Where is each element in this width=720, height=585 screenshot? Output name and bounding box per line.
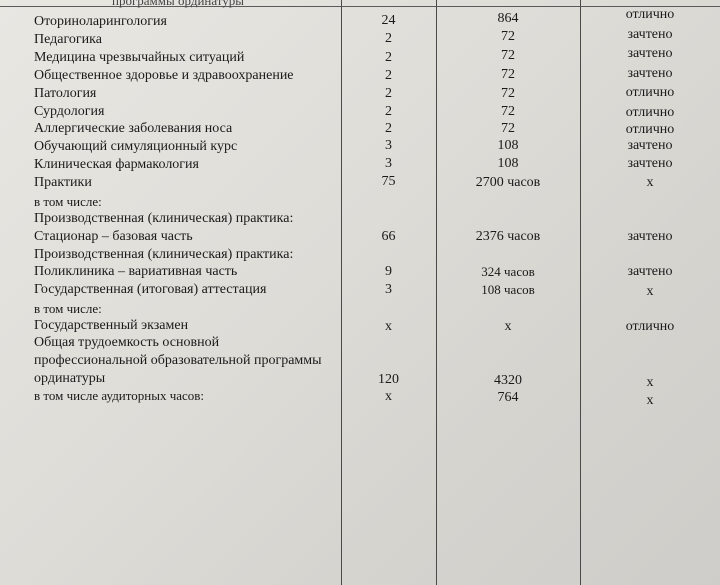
grade-cell: отлично bbox=[625, 7, 675, 22]
hours-cell: х bbox=[504, 319, 512, 334]
subject-name: Общественное здоровье и здравоохранение bbox=[34, 68, 294, 83]
grade-cell: х bbox=[646, 284, 654, 299]
table-row bbox=[0, 86, 720, 104]
subject-name: в том числе: bbox=[34, 301, 102, 316]
subject-name: Обучающий симуляционный курс bbox=[34, 139, 238, 154]
grade-cell: отлично bbox=[625, 105, 675, 120]
hours-cell: 72 bbox=[501, 48, 515, 63]
hours-cell: 764 bbox=[497, 390, 519, 405]
subject-name: Стационар – базовая часть bbox=[34, 229, 193, 244]
credits-cell: х bbox=[385, 389, 392, 404]
hours-cell: 864 bbox=[497, 11, 519, 26]
table-row bbox=[0, 282, 720, 300]
table-row bbox=[0, 211, 720, 229]
subject-name: в том числе: bbox=[34, 194, 102, 209]
credits-cell: 2 bbox=[385, 68, 392, 83]
credits-cell: х bbox=[385, 319, 392, 334]
subject-name: Производственная (клиническая) практика: bbox=[34, 211, 294, 226]
credits-cell: 9 bbox=[385, 264, 392, 279]
grade-cell: х bbox=[646, 375, 654, 390]
table-row bbox=[0, 194, 720, 212]
subject-name: Медицина чрезвычайных ситуаций bbox=[34, 50, 245, 65]
subject-name: Общая трудоемкость основной bbox=[34, 335, 220, 350]
credits-cell: 2 bbox=[385, 86, 392, 101]
table-row bbox=[0, 229, 720, 247]
hours-cell: 108 часов bbox=[481, 282, 535, 297]
subject-name: Поликлиника – вариативная часть bbox=[34, 264, 238, 279]
table-row bbox=[0, 175, 720, 193]
credits-cell: 2 bbox=[385, 50, 392, 65]
table-row bbox=[0, 157, 720, 175]
table-row bbox=[0, 264, 720, 282]
subject-name: Государственная (итоговая) аттестация bbox=[34, 282, 267, 297]
hours-cell: 2700 часов bbox=[475, 175, 541, 190]
credits-cell: 66 bbox=[381, 229, 396, 244]
hours-cell: 72 bbox=[501, 67, 515, 82]
header-fragment: программы ординатуры bbox=[112, 0, 245, 8]
grade-cell: х bbox=[646, 175, 654, 190]
grade-cell: отлично bbox=[625, 319, 675, 334]
grade-cell: зачтено bbox=[627, 229, 673, 244]
hours-cell: 72 bbox=[501, 29, 515, 44]
hours-cell: 108 bbox=[497, 138, 519, 153]
grade-cell: зачтено bbox=[627, 27, 673, 42]
table-row bbox=[0, 104, 720, 122]
table-row bbox=[0, 301, 720, 319]
credits-cell: 2 bbox=[385, 31, 392, 46]
subject-name: Сурдология bbox=[34, 104, 105, 119]
subject-name: Аллергические заболевания носа bbox=[34, 121, 233, 136]
grade-cell: х bbox=[646, 393, 654, 408]
subject-name: Государственный экзамен bbox=[34, 318, 189, 333]
grade-cell: отлично bbox=[625, 85, 675, 100]
grade-cell: зачтено bbox=[627, 156, 673, 171]
credits-cell: 120 bbox=[378, 372, 399, 387]
grade-cell: зачтено bbox=[627, 264, 673, 279]
credits-cell: 24 bbox=[381, 13, 396, 28]
grade-cell: зачтено bbox=[627, 46, 673, 61]
subject-name: ординатуры bbox=[34, 371, 106, 386]
hours-cell: 4320 bbox=[494, 373, 522, 388]
credits-cell: 3 bbox=[385, 156, 392, 171]
table-row bbox=[0, 68, 720, 86]
table-row bbox=[0, 353, 720, 371]
hours-cell: 2376 часов bbox=[475, 229, 541, 244]
credits-cell: 2 bbox=[385, 121, 392, 136]
subject-name: Клиническая фармакология bbox=[34, 157, 199, 172]
subject-name: Оториноларингология bbox=[34, 14, 167, 29]
credits-cell: 3 bbox=[385, 138, 392, 153]
table-row bbox=[0, 388, 720, 406]
hours-cell: 324 часов bbox=[481, 264, 535, 279]
subject-name: Педагогика bbox=[34, 32, 102, 47]
table-row bbox=[0, 371, 720, 389]
hours-cell: 72 bbox=[501, 104, 515, 119]
table-row bbox=[0, 247, 720, 265]
credits-cell: 2 bbox=[385, 104, 392, 119]
hours-cell: 72 bbox=[501, 121, 515, 136]
table-row bbox=[0, 121, 720, 139]
credits-cell: 75 bbox=[381, 174, 396, 189]
subject-name: профессиональной образовательной программы bbox=[34, 353, 322, 368]
subject-name: Патология bbox=[34, 86, 97, 101]
grade-cell: зачтено bbox=[627, 138, 673, 153]
credits-cell: 3 bbox=[385, 282, 392, 297]
subject-name: в том числе аудиторных часов: bbox=[34, 388, 205, 403]
subject-name: Производственная (клиническая) практика: bbox=[34, 247, 294, 262]
hours-cell: 72 bbox=[501, 86, 515, 101]
subject-name: Практики bbox=[34, 175, 92, 190]
grade-cell: зачтено bbox=[627, 66, 673, 81]
table-row bbox=[0, 139, 720, 157]
table-row bbox=[0, 318, 720, 336]
table-row bbox=[0, 335, 720, 353]
grade-cell: отлично bbox=[625, 122, 675, 137]
hours-cell: 108 bbox=[497, 156, 519, 171]
